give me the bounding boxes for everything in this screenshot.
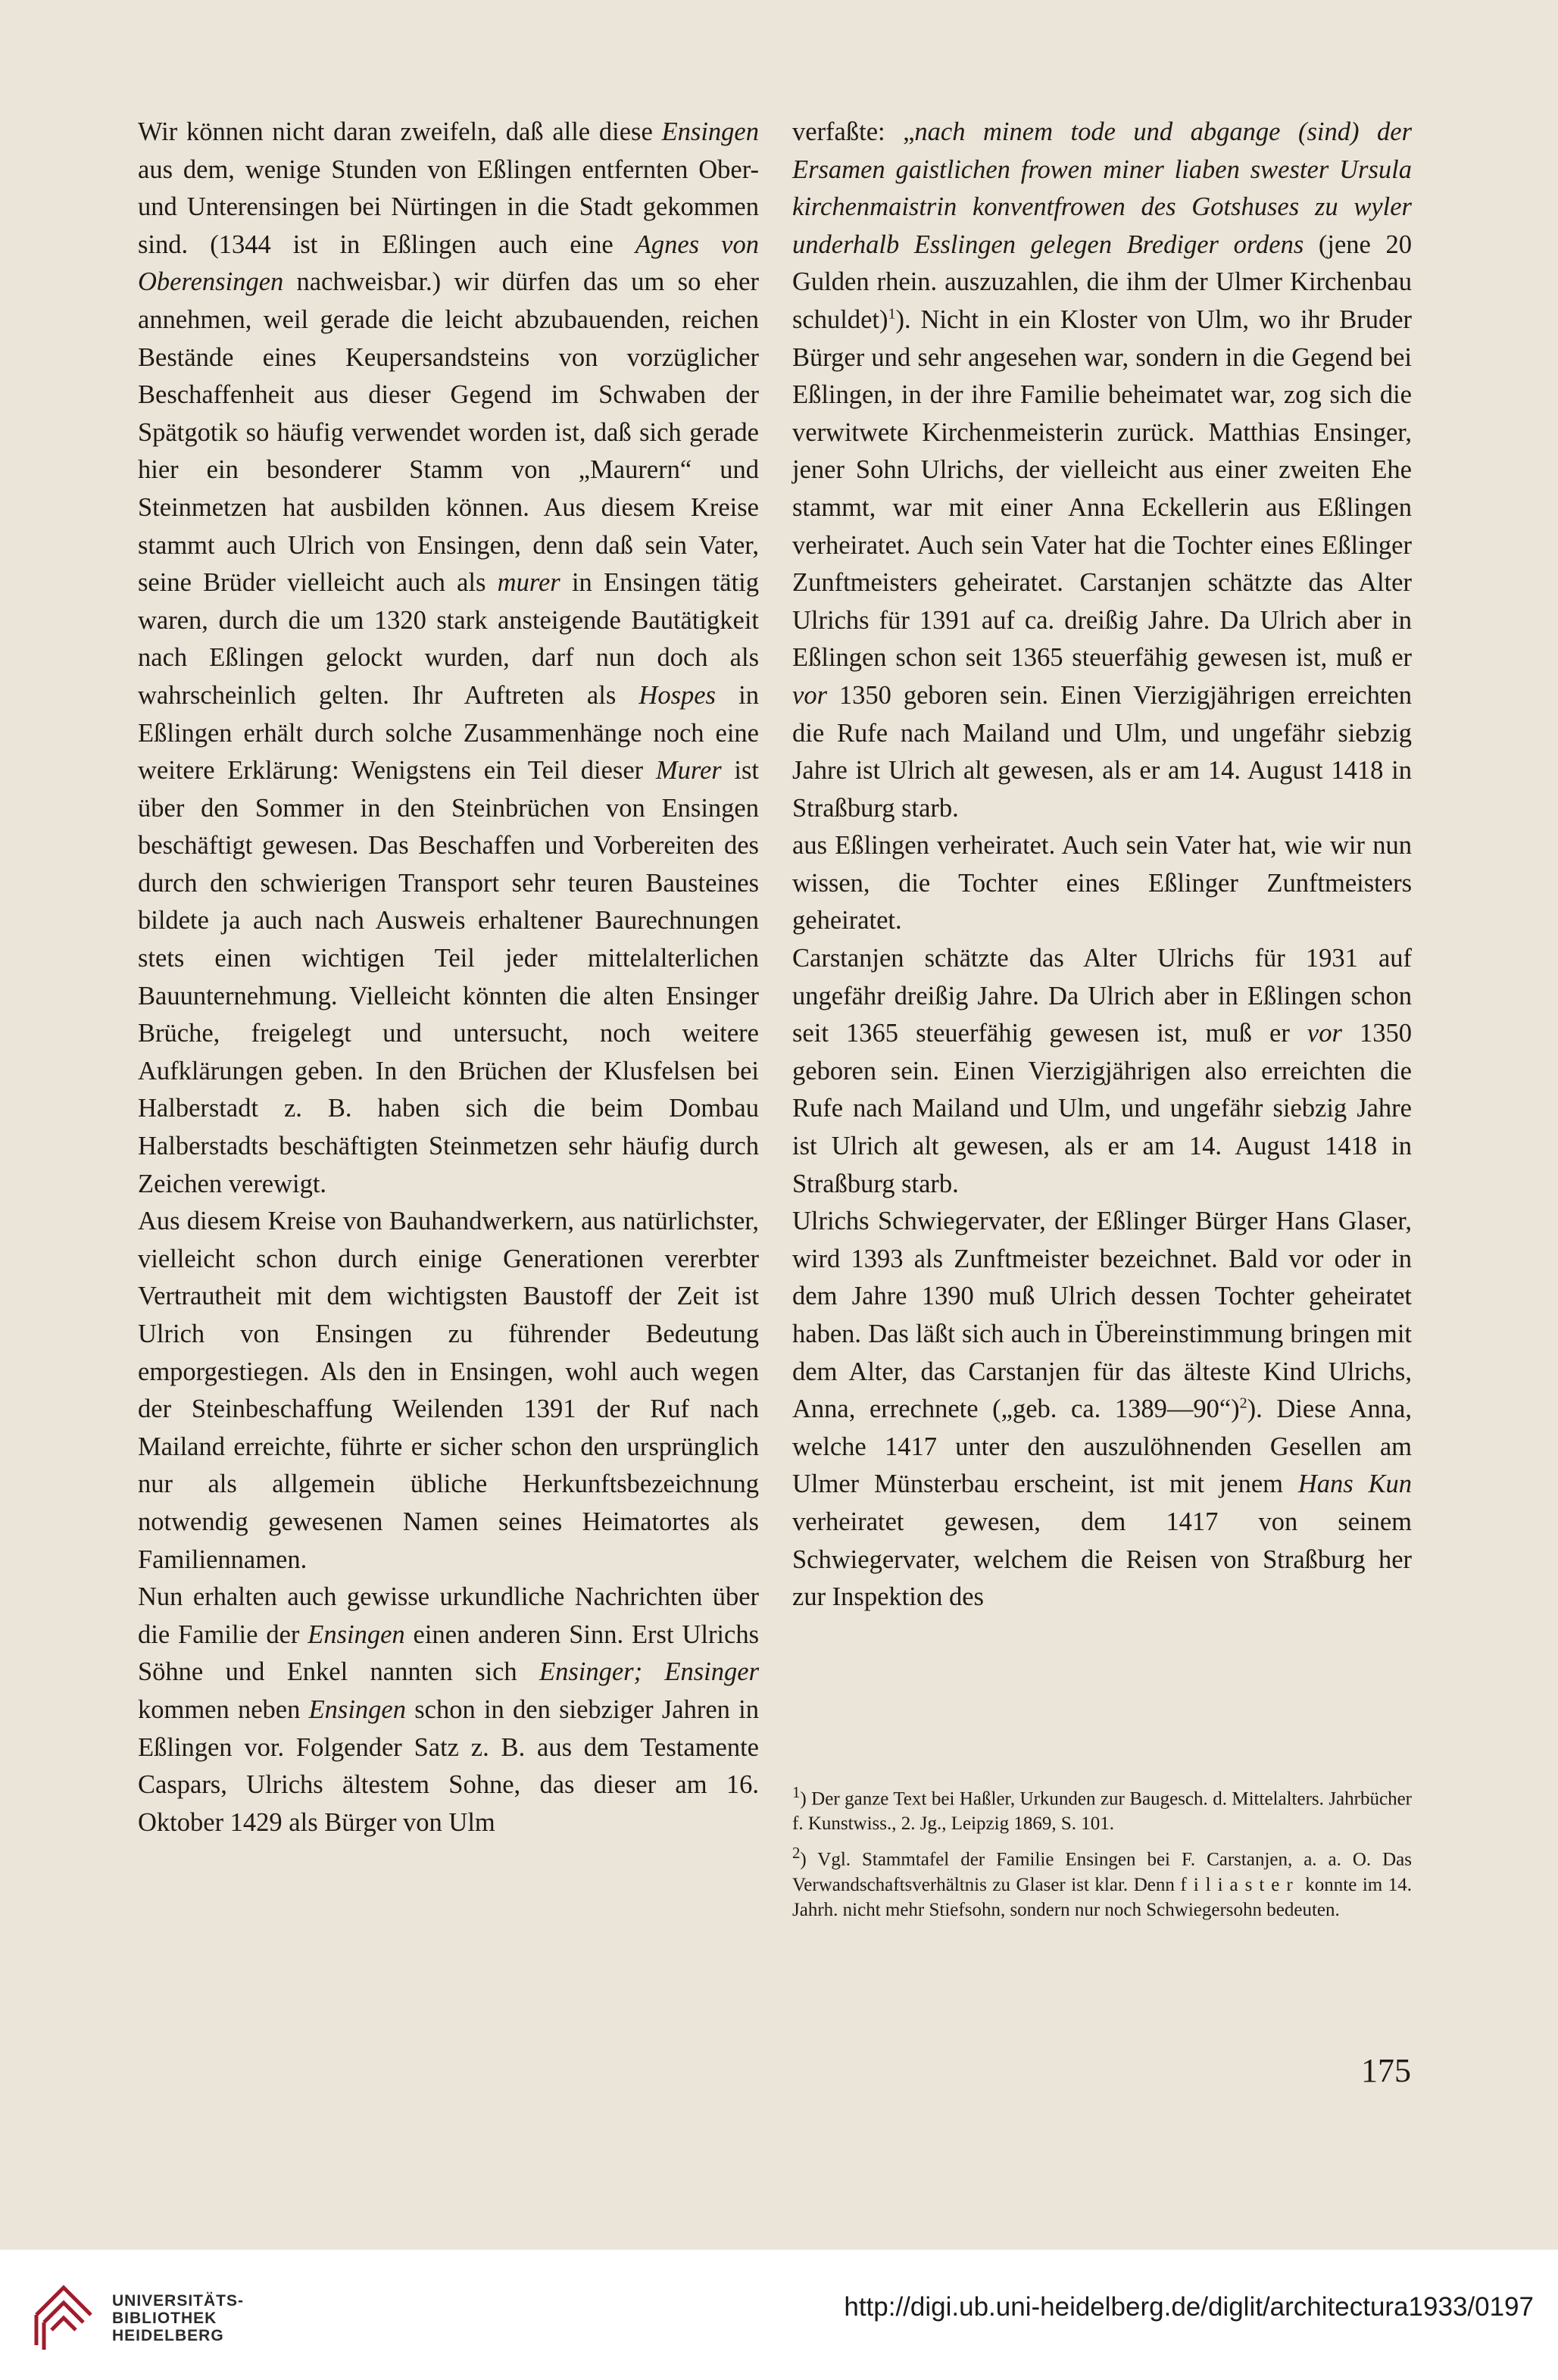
library-name-line3: HEIDELBERG <box>112 2327 224 2344</box>
left-paragraph-1: Wir können nicht daran zweifeln, daß alle diese Ensingen aus dem, wenige Stunden von Eßlingen entfernten Ober- und Unterensingen bei Nürtingen in die Stadt gekommen sind. (1344 ist in Eßlingen auch eine Agnes von Oberensingen nachweisbar.) wir dürfen das um so eher annehmen, weil gerade die leicht abzubauenden, reichen Bestände eines Keupersandsteins von vorzüglicher Beschaffenheit aus dieser Gegend im Schwaben der Spätgotik so häufig verwendet worden ist, daß sich gerade hier ein besonderer Stamm von „Maurern“ und Steinmetzen hat ausbilden können. Aus diesem Kreise stammt auch Ulrich von Ensingen, denn daß sein Vater, seine Brüder vielleicht auch als murer in Ensingen tätig waren, durch die um 1320 stark ansteigende Bautätigkeit nach Eßlingen gelockt wurden, darf nun doch als wahrscheinlich gelten. Ihr Auftreten als Hospes in Eßlingen erhält durch solche Zusammenhänge noch eine weitere Erklärung: Wenigstens ein Teil dieser Murer ist über den Sommer in den Steinbrüchen von Ensingen beschäftigt gewesen. Das Beschaffen und Vorbereiten des durch den schwierigen Transport sehr teuren Bausteines bildete ja auch nach Ausweis erhaltener Baurechnungen stets einen wichtigen Teil jeder mittelalterlichen Bauunternehmung. Vielleicht könnten die alten Ensinger Brüche, freigelegt und untersucht, noch weitere Aufklärungen geben. In den Brüchen der Klusfelsen bei Halberstadt z. B. haben sich die beim Dombau Halberstadts beschäftigten Steinmetzen sehr häufig durch Zeichen verewigt. <box>138 117 759 1198</box>
library-name-line2: BIBLIOTHEK <box>112 2310 217 2327</box>
left-column <box>138 114 759 1841</box>
right-column <box>792 114 1412 1616</box>
footnotes <box>792 1780 1412 1927</box>
permalink-url[interactable]: http://digi.ub.uni-heidelberg.de/diglit/architectura1933/0197 <box>844 2292 1534 2322</box>
library-name-line1: UNIVERSITÄTS- <box>112 2292 245 2310</box>
library-logo-icon <box>30 2269 97 2357</box>
left-paragraph-2: Aus diesem Kreise von Bauhandwerkern, aus natürlichster, vielleicht schon durch einige Generationen vererbter Vertrautheit mit dem wichtigsten Baustoff der Zeit ist Ulrich von Ensingen zu führender Bedeutung emporgestiegen. Als den in Ensingen, wohl auch wegen der Steinbeschaffung Weilenden 1391 der Ruf nach Mailand erreichte, führte er sicher schon den ursprünglich nur als allgemein übliche Herkunftsbezeichnung notwendig gewesenen Namen seines Heimatortes als Familiennamen. <box>138 1207 759 1574</box>
left-paragraph-3: Nun erhalten auch gewisse urkundliche Nachrichten über die Familie der Ensingen einen anderen Sinn. Erst Ulrichs Söhne und Enkel nannten sich Ensinger; Ensinger kommen neben Ensingen schon in den siebziger Jahren in Eßlingen vor. Folgender Satz z. B. aus dem Testamente Caspars, Ulrichs ältestem Sohne, das dieser am 16. Oktober 1429 als Bürger von Ulm <box>138 1582 760 1837</box>
library-logo[interactable] <box>30 2269 303 2360</box>
footnote-2: $^2$) Vgl. Stammtafel der Familie Ensingen bei F. Carstanjen, a. a. O. Das Verwandschaftsverhältnis zu Glaser ist klar. Denn filiaster konnte im 14. Jahrh. nicht mehr Stiefsohn, sondern nur noch Schwiegersohn bedeuten. <box>792 1844 1412 1920</box>
right-paragraph-2: aus Eßlingen verheiratet. Auch sein Vater hat, wie wir nun wissen, die Tochter eines Eßlinger Zunftmeisters geheiratet. <box>792 831 1412 935</box>
right-paragraph-1: verfaßte: „nach minem tode und abgange (sind) der Ersamen gaistlichen frowen miner liaben swester Ursula kirchenmaistrin konventfrowen des Gotshuses zu wyler underhalb Esslingen gelegen Brediger ordens (jene 20 Gulden rhein. auszuzahlen, die ihm der Ulmer Kirchenbau schuldet)$^1$). Nicht in ein Kloster von Ulm, wo ihr Bruder Bürger und sehr angesehen war, sondern in die Gegend bei Eßlingen, in der ihre Familie beheimatet war, zog sich die verwitwete Kirchenmeisterin zurück. Matthias Ensinger, jener Sohn Ulrichs, der vielleicht aus einer zweiten Ehe stammt, war mit einer Anna Eckellerin aus Eßlingen verheiratet. Auch sein Vater hat die Tochter eines Eßlinger Zunftmeisters geheiratet. Carstanjen schätzte das Alter Ulrichs für 1391 auf ca. dreißig Jahre. Da Ulrich aber in Eßlingen schon seit 1365 steuerfähig gewesen ist, muß er vor 1350 geboren sein. Einen Vierzigjährigen erreichten die Rufe nach Mailand und Ulm, und ungefähr siebzig Jahre ist Ulrich alt gewesen, als er am 14. August 1418 in Straßburg starb. <box>792 117 1413 823</box>
viewer-footer <box>0 2250 1558 2380</box>
footnote-1: $^1$) Der ganze Text bei Haßler, Urkunden zur Baugesch. d. Mittelalters. Jahrbücher f. Kunstwiss., 2. Jg., Leipzig 1869, S. 101. <box>792 1783 1412 1835</box>
library-name <box>112 2292 244 2344</box>
page-number: 175 <box>1361 2052 1411 2089</box>
right-paragraph-3: Carstanjen schätzte das Alter Ulrichs für 1931 auf ungefähr dreißig Jahre. Da Ulrich aber in Eßlingen schon seit 1365 steuerfähig gewesen ist, muß er vor 1350 geboren sein. Einen Vierzigjährigen also erreichten die Rufe nach Mailand und Ulm, und ungefähr siebzig Jahre ist Ulrich alt gewesen, als er am 14. August 1418 in Straßburg starb. <box>792 944 1413 1198</box>
right-paragraph-4: Ulrichs Schwiegervater, der Eßlinger Bürger Hans Glaser, wird 1393 als Zunftmeister bezeichnet. Bald vor oder in dem Jahre 1390 muß Ulrich dessen Tochter geheiratet haben. Das läßt sich auch in Übereinstimmung bringen mit dem Alter, das Carstanjen für das älteste Kind Ulrichs, Anna, errechnete („geb. ca. 1389—90“)$^2$). Diese Anna, welche 1417 unter den auszulöhnenden Gesellen am Ulmer Münsterbau erscheint, ist mit jenem Hans Kun verheiratet gewesen, dem 1417 von seinem Schwiegervater, welchem die Reisen von Straßburg her zur Inspektion des <box>792 1207 1412 1612</box>
